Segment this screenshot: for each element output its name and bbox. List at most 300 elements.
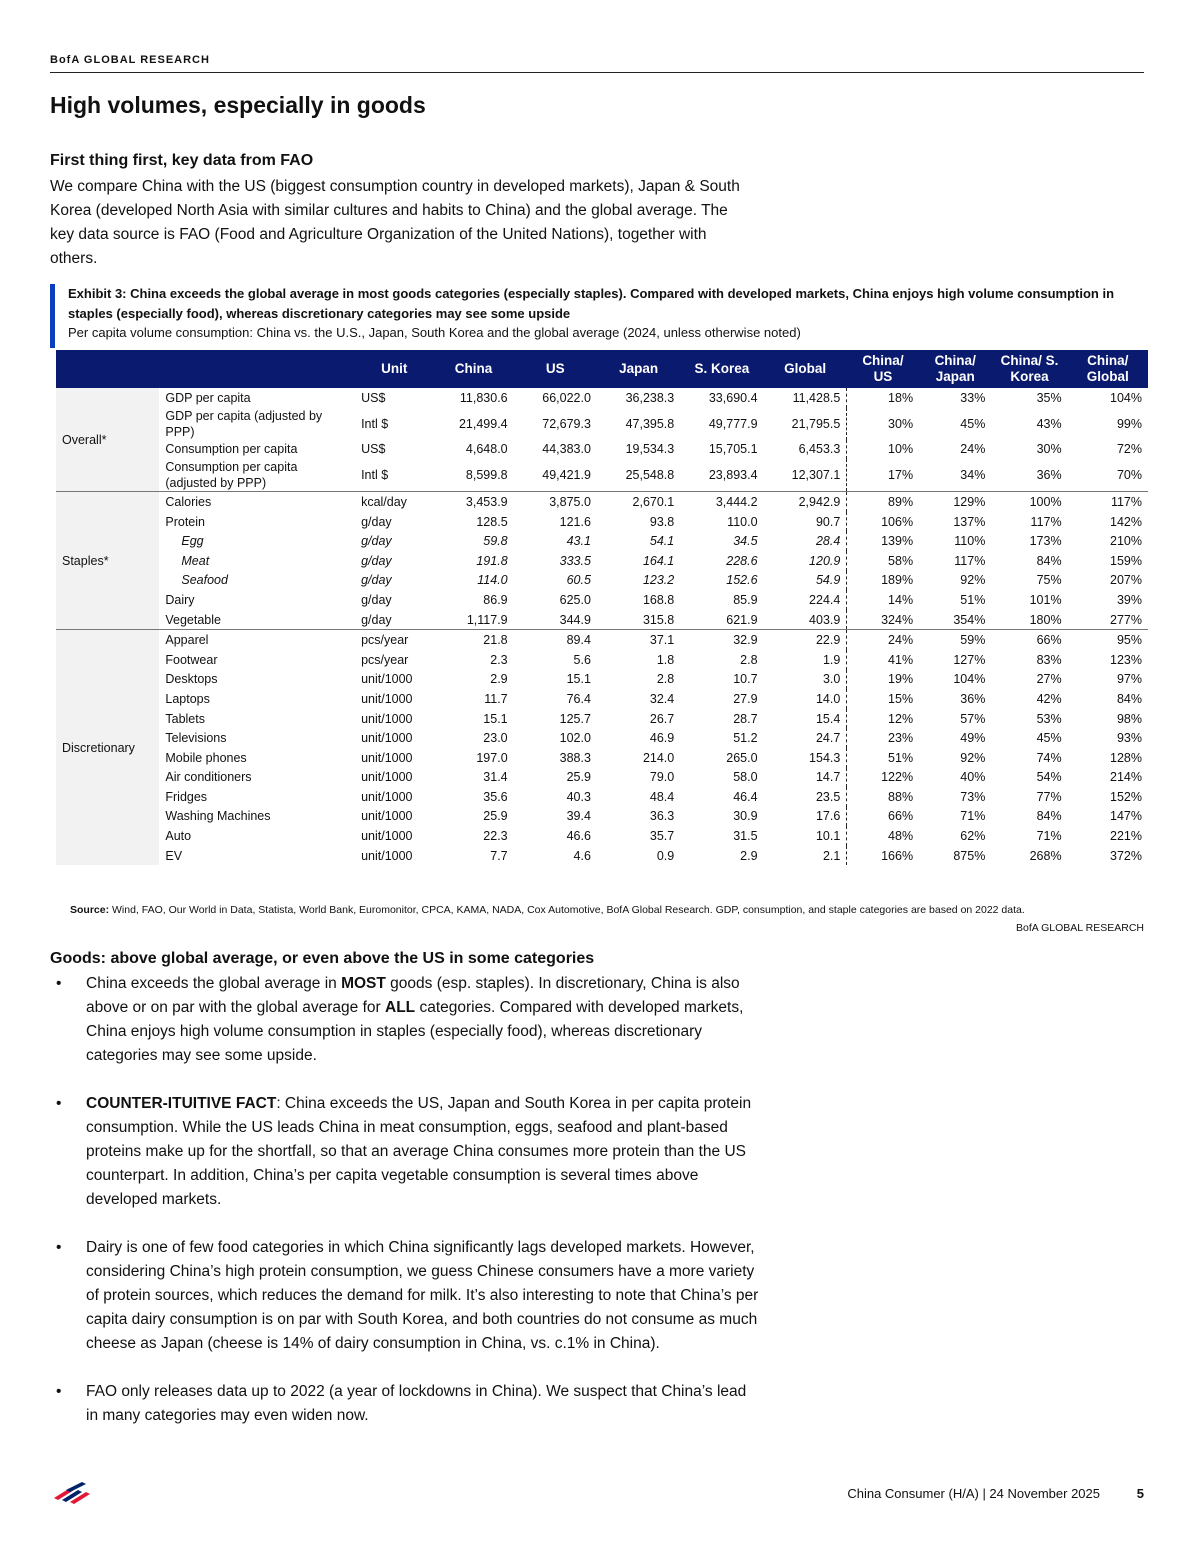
table-cell: 207% <box>1068 571 1148 591</box>
column-header <box>56 350 159 388</box>
table-cell: 22.9 <box>764 630 847 650</box>
table-cell: 228.6 <box>680 551 763 571</box>
table-cell: 32.4 <box>597 689 680 709</box>
table-cell: 122% <box>847 768 919 788</box>
table-cell: 104% <box>1068 388 1148 408</box>
table-cell: 221% <box>1068 826 1148 846</box>
table-cell: 180% <box>991 610 1067 630</box>
table-cell: 4.6 <box>514 846 597 866</box>
table-cell: 3.0 <box>764 670 847 690</box>
column-header: China <box>433 350 513 388</box>
table-cell: 315.8 <box>597 610 680 630</box>
row-item: Protein <box>159 512 355 532</box>
page-header <box>50 52 1144 73</box>
row-item: Apparel <box>159 630 355 650</box>
table-cell: 35.7 <box>597 826 680 846</box>
row-item: Laptops <box>159 689 355 709</box>
table-cell: 106% <box>847 512 919 532</box>
page-number: 5 <box>1136 1486 1144 1501</box>
table-cell: 277% <box>1068 610 1148 630</box>
table-cell: 98% <box>1068 709 1148 729</box>
exhibit-subtitle: Per capita volume consumption: China vs. the U.S., Japan, South Korea and the global average (2024, unless otherwise noted) <box>68 325 801 340</box>
table-cell: 46.6 <box>514 826 597 846</box>
table-cell: 2.8 <box>680 650 763 670</box>
exhibit-accent-bar <box>50 284 55 348</box>
row-unit: unit/1000 <box>355 748 433 768</box>
table-cell: 28.4 <box>764 531 847 551</box>
row-item: Dairy <box>159 590 355 610</box>
row-unit: unit/1000 <box>355 689 433 709</box>
bullet-text: goods (esp. staples). In discretionary, China is also above or on par with the global average for <box>86 975 740 1016</box>
table-cell: 7.7 <box>433 846 513 866</box>
table-row <box>56 551 1148 571</box>
bullet-emphasis: COUNTER-ITUITIVE FACT <box>86 1095 277 1112</box>
table-cell: 40.3 <box>514 787 597 807</box>
row-unit: Intl $ <box>355 459 433 492</box>
table-cell: 152.6 <box>680 571 763 591</box>
bullet-item <box>50 1236 760 1356</box>
table-cell: 12,307.1 <box>764 459 847 492</box>
table-cell: 35% <box>991 388 1067 408</box>
table-cell: 39% <box>1068 590 1148 610</box>
bullet-text: categories. Compared with developed markets, China enjoys high volume consumption in staples (especially food), whereas discretionary categories may see some upside. <box>86 999 744 1064</box>
table-cell: 99% <box>1068 408 1148 440</box>
table-row <box>56 787 1148 807</box>
column-header: Global <box>764 350 847 388</box>
table-cell: 86.9 <box>433 590 513 610</box>
row-unit: unit/1000 <box>355 826 433 846</box>
table-cell: 14% <box>847 590 919 610</box>
source-note <box>70 904 1025 916</box>
table-cell: 11.7 <box>433 689 513 709</box>
table-cell: 18% <box>847 388 919 408</box>
table-cell: 100% <box>991 492 1067 512</box>
table-cell: 120.9 <box>764 551 847 571</box>
table-cell: 388.3 <box>514 748 597 768</box>
table-cell: 76.4 <box>514 689 597 709</box>
table-cell: 83% <box>991 650 1067 670</box>
table-cell: 344.9 <box>514 610 597 630</box>
table-cell: 625.0 <box>514 590 597 610</box>
table-cell: 123% <box>1068 650 1148 670</box>
table-cell: 19% <box>847 670 919 690</box>
table-cell: 1.8 <box>597 650 680 670</box>
table-cell: 17% <box>847 459 919 492</box>
table-row <box>56 459 1148 492</box>
row-item: Televisions <box>159 728 355 748</box>
row-item: Air conditioners <box>159 768 355 788</box>
table-cell: 1.9 <box>764 650 847 670</box>
bullet-text: FAO only releases data up to 2022 (a year of lockdowns in China). We suspect that China’s lead in many categories may even widen now. <box>86 1383 747 1424</box>
table-cell: 34.5 <box>680 531 763 551</box>
table-row <box>56 512 1148 532</box>
table-cell: 51% <box>919 590 991 610</box>
table-cell: 147% <box>1068 807 1148 827</box>
table-cell: 10.1 <box>764 826 847 846</box>
table-cell: 49,777.9 <box>680 408 763 440</box>
table-cell: 49,421.9 <box>514 459 597 492</box>
table-cell: 372% <box>1068 846 1148 866</box>
table-cell: 142% <box>1068 512 1148 532</box>
table-cell: 23.5 <box>764 787 847 807</box>
table-cell: 93% <box>1068 728 1148 748</box>
row-unit: pcs/year <box>355 650 433 670</box>
table-cell: 31.4 <box>433 768 513 788</box>
table-row <box>56 630 1148 650</box>
table-cell: 214.0 <box>597 748 680 768</box>
table-cell: 51% <box>847 748 919 768</box>
table-cell: 59.8 <box>433 531 513 551</box>
table-cell: 19,534.3 <box>597 440 680 460</box>
table-cell: 66% <box>847 807 919 827</box>
table-row <box>56 492 1148 512</box>
table-cell: 15.1 <box>433 709 513 729</box>
table-cell: 31.5 <box>680 826 763 846</box>
row-item: Calories <box>159 492 355 512</box>
table-cell: 0.9 <box>597 846 680 866</box>
table-cell: 62% <box>919 826 991 846</box>
table-cell: 71% <box>919 807 991 827</box>
bullet-list <box>50 972 760 1452</box>
row-unit: g/day <box>355 512 433 532</box>
row-item: Washing Machines <box>159 807 355 827</box>
table-cell: 129% <box>919 492 991 512</box>
row-unit: unit/1000 <box>355 846 433 866</box>
column-header: Unit <box>355 350 433 388</box>
table-row <box>56 826 1148 846</box>
bullet-item <box>50 1380 760 1428</box>
table-cell: 268% <box>991 846 1067 866</box>
bullet-text: : China exceeds the US, Japan and South Korea in per capita protein consumption. While the US leads China in meat consumption, eggs, seafood and plant-based proteins make up for the shortfall, so that an average China consumes more protein than the US counterpart. In addition, China’s per capita vegetable consumption is several times above developed markets. <box>86 1095 752 1208</box>
row-unit: unit/1000 <box>355 670 433 690</box>
table-cell: 128.5 <box>433 512 513 532</box>
table-cell: 191.8 <box>433 551 513 571</box>
table-cell: 22.3 <box>433 826 513 846</box>
table-row <box>56 689 1148 709</box>
table-cell: 43.1 <box>514 531 597 551</box>
table-cell: 2,942.9 <box>764 492 847 512</box>
column-header: China/ US <box>847 350 919 388</box>
table-cell: 92% <box>919 748 991 768</box>
table-cell: 117% <box>1068 492 1148 512</box>
table-cell: 21,795.5 <box>764 408 847 440</box>
table-cell: 30% <box>847 408 919 440</box>
table-row <box>56 768 1148 788</box>
table-cell: 4,648.0 <box>433 440 513 460</box>
row-unit: US$ <box>355 440 433 460</box>
table-cell: 166% <box>847 846 919 866</box>
table-cell: 84% <box>991 807 1067 827</box>
bullet-item <box>50 972 760 1068</box>
table-cell: 154.3 <box>764 748 847 768</box>
table-cell: 2.1 <box>764 846 847 866</box>
column-header: US <box>514 350 597 388</box>
header-brand: BofA GLOBAL RESEARCH <box>50 54 210 66</box>
table-cell: 8,599.8 <box>433 459 513 492</box>
table-cell: 23,893.4 <box>680 459 763 492</box>
table-cell: 66,022.0 <box>514 388 597 408</box>
table-cell: 875% <box>919 846 991 866</box>
table-cell: 15,705.1 <box>680 440 763 460</box>
section-heading-fao: First thing first, key data from FAO <box>50 152 314 169</box>
table-cell: 15.1 <box>514 670 597 690</box>
table-cell: 73% <box>919 787 991 807</box>
table-cell: 46.4 <box>680 787 763 807</box>
table-cell: 101% <box>991 590 1067 610</box>
row-unit: US$ <box>355 388 433 408</box>
table-cell: 75% <box>991 571 1067 591</box>
row-unit: g/day <box>355 610 433 630</box>
table-cell: 36% <box>919 689 991 709</box>
table-cell: 59% <box>919 630 991 650</box>
table-cell: 40% <box>919 768 991 788</box>
row-item: Seafood <box>159 571 355 591</box>
table-cell: 403.9 <box>764 610 847 630</box>
table-cell: 137% <box>919 512 991 532</box>
row-unit: unit/1000 <box>355 807 433 827</box>
table-cell: 27% <box>991 670 1067 690</box>
table-cell: 10.7 <box>680 670 763 690</box>
table-cell: 11,830.6 <box>433 388 513 408</box>
table-cell: 74% <box>991 748 1067 768</box>
table-cell: 110.0 <box>680 512 763 532</box>
table-row <box>56 650 1148 670</box>
table-cell: 43% <box>991 408 1067 440</box>
table-cell: 128% <box>1068 748 1148 768</box>
table-cell: 66% <box>991 630 1067 650</box>
table-cell: 24.7 <box>764 728 847 748</box>
table-cell: 72,679.3 <box>514 408 597 440</box>
table-cell: 53% <box>991 709 1067 729</box>
column-header: China/ Japan <box>919 350 991 388</box>
table-row <box>56 408 1148 440</box>
table-cell: 44,383.0 <box>514 440 597 460</box>
row-item: Footwear <box>159 650 355 670</box>
table-cell: 48% <box>847 826 919 846</box>
table-cell: 104% <box>919 670 991 690</box>
table-cell: 621.9 <box>680 610 763 630</box>
table-cell: 35.6 <box>433 787 513 807</box>
table-row <box>56 440 1148 460</box>
table-cell: 23.0 <box>433 728 513 748</box>
table-cell: 152% <box>1068 787 1148 807</box>
table-cell: 2.8 <box>597 670 680 690</box>
table-cell: 15% <box>847 689 919 709</box>
table-cell: 36.3 <box>597 807 680 827</box>
row-item: GDP per capita (adjusted by PPP) <box>159 408 355 440</box>
table-cell: 36% <box>991 459 1067 492</box>
row-item: Fridges <box>159 787 355 807</box>
table-row <box>56 670 1148 690</box>
table-cell: 58.0 <box>680 768 763 788</box>
table-cell: 72% <box>1068 440 1148 460</box>
row-unit: unit/1000 <box>355 709 433 729</box>
row-item: Mobile phones <box>159 748 355 768</box>
table-cell: 39.4 <box>514 807 597 827</box>
table-cell: 10% <box>847 440 919 460</box>
table-cell: 127% <box>919 650 991 670</box>
row-item: Consumption per capita <box>159 440 355 460</box>
table-cell: 24% <box>919 440 991 460</box>
table-cell: 92% <box>919 571 991 591</box>
table-cell: 36,238.3 <box>597 388 680 408</box>
table-cell: 12% <box>847 709 919 729</box>
table-cell: 214% <box>1068 768 1148 788</box>
table-cell: 89.4 <box>514 630 597 650</box>
source-label: Source: <box>70 904 110 916</box>
table-cell: 34% <box>919 459 991 492</box>
table-row <box>56 709 1148 729</box>
row-unit: g/day <box>355 531 433 551</box>
table-cell: 48.4 <box>597 787 680 807</box>
page-footer <box>50 1478 1144 1508</box>
source-text: Wind, FAO, Our World in Data, Statista, World Bank, Euromonitor, CPCA, KAMA, NADA, Cox Automotive, BofA Global Research. GDP, consumption, and staple categories are based on 2022 data. <box>109 904 1025 916</box>
table-cell: 30.9 <box>680 807 763 827</box>
table-cell: 354% <box>919 610 991 630</box>
table-cell: 33% <box>919 388 991 408</box>
table-cell: 123.2 <box>597 571 680 591</box>
table-cell: 3,453.9 <box>433 492 513 512</box>
row-item: Consumption per capita (adjusted by PPP) <box>159 459 355 492</box>
table-cell: 168.8 <box>597 590 680 610</box>
group-label: Overall* <box>56 388 159 492</box>
table-cell: 41% <box>847 650 919 670</box>
bofa-flag-logo-icon <box>50 1482 96 1504</box>
group-label: Staples* <box>56 492 159 630</box>
table-cell: 139% <box>847 531 919 551</box>
table-cell: 159% <box>1068 551 1148 571</box>
table-cell: 25,548.8 <box>597 459 680 492</box>
row-unit: unit/1000 <box>355 728 433 748</box>
table-cell: 84% <box>991 551 1067 571</box>
bullet-text: Dairy is one of few food categories in which China significantly lags developed markets. However, considering China’s high protein consumption, we guess Chinese consumers have a more variety of protein sources, which reduces the demand for milk. It’s also interesting to note that China’s per capita dairy consumption is on par with South Korea, and both countries do not consume as much cheese as Japan (cheese is 14% of dairy consumption in China, vs. c.1% in China). <box>86 1239 759 1352</box>
table-cell: 189% <box>847 571 919 591</box>
table-cell: 2.3 <box>433 650 513 670</box>
table-cell: 125.7 <box>514 709 597 729</box>
table-cell: 85.9 <box>680 590 763 610</box>
table-cell: 25.9 <box>433 807 513 827</box>
table-cell: 173% <box>991 531 1067 551</box>
table-cell: 45% <box>991 728 1067 748</box>
table-cell: 54.1 <box>597 531 680 551</box>
table-cell: 210% <box>1068 531 1148 551</box>
row-unit: unit/1000 <box>355 768 433 788</box>
bullet-emphasis: MOST <box>341 975 386 992</box>
row-item: Vegetable <box>159 610 355 630</box>
row-unit: g/day <box>355 571 433 591</box>
column-header: China/ Global <box>1068 350 1148 388</box>
bullet-emphasis: ALL <box>385 999 416 1016</box>
table-row <box>56 846 1148 866</box>
table-row <box>56 388 1148 408</box>
table-cell: 333.5 <box>514 551 597 571</box>
table-cell: 26.7 <box>597 709 680 729</box>
exhibit-brand: BofA GLOBAL RESEARCH <box>1016 922 1144 934</box>
table-cell: 224.4 <box>764 590 847 610</box>
exhibit-title: Exhibit 3: China exceeds the global average in most goods categories (especially staples). Compared with developed markets, China enjoys high volume consumption in staples (especially food), whereas discretionary categories may see some upside <box>68 286 1115 321</box>
table-cell: 58% <box>847 551 919 571</box>
table-cell: 97% <box>1068 670 1148 690</box>
exhibit-caption <box>50 284 1144 342</box>
table-cell: 70% <box>1068 459 1148 492</box>
table-row <box>56 531 1148 551</box>
table-cell: 84% <box>1068 689 1148 709</box>
table-cell: 79.0 <box>597 768 680 788</box>
table-cell: 15.4 <box>764 709 847 729</box>
table-cell: 21,499.4 <box>433 408 513 440</box>
table-cell: 54.9 <box>764 571 847 591</box>
table-cell: 88% <box>847 787 919 807</box>
table-cell: 2.9 <box>680 846 763 866</box>
table-cell: 197.0 <box>433 748 513 768</box>
group-label: Discretionary <box>56 630 159 866</box>
table-row <box>56 748 1148 768</box>
table-cell: 6,453.3 <box>764 440 847 460</box>
table-cell: 60.5 <box>514 571 597 591</box>
row-unit: kcal/day <box>355 492 433 512</box>
table-cell: 27.9 <box>680 689 763 709</box>
table-cell: 49% <box>919 728 991 748</box>
table-cell: 121.6 <box>514 512 597 532</box>
table-cell: 117% <box>991 512 1067 532</box>
table-cell: 114.0 <box>433 571 513 591</box>
column-header: China/ S. Korea <box>991 350 1067 388</box>
table-cell: 21.8 <box>433 630 513 650</box>
row-item: EV <box>159 846 355 866</box>
table-cell: 51.2 <box>680 728 763 748</box>
bullet-text: China exceeds the global average in <box>86 975 342 992</box>
row-item: Tablets <box>159 709 355 729</box>
table-cell: 265.0 <box>680 748 763 768</box>
table-cell: 25.9 <box>514 768 597 788</box>
table-cell: 14.7 <box>764 768 847 788</box>
table-header-row <box>56 350 1148 388</box>
table-cell: 17.6 <box>764 807 847 827</box>
table-cell: 93.8 <box>597 512 680 532</box>
table-cell: 14.0 <box>764 689 847 709</box>
table-cell: 45% <box>919 408 991 440</box>
table-cell: 71% <box>991 826 1067 846</box>
column-header: Japan <box>597 350 680 388</box>
consumption-table <box>56 350 1148 865</box>
table-cell: 110% <box>919 531 991 551</box>
table-cell: 89% <box>847 492 919 512</box>
table-cell: 46.9 <box>597 728 680 748</box>
column-header <box>159 350 355 388</box>
row-unit: g/day <box>355 590 433 610</box>
table-cell: 2.9 <box>433 670 513 690</box>
footer-text: China Consumer (H/A) | 24 November 2025 <box>847 1486 1100 1501</box>
row-unit: Intl $ <box>355 408 433 440</box>
table-cell: 32.9 <box>680 630 763 650</box>
row-item: Desktops <box>159 670 355 690</box>
table-cell: 47,395.8 <box>597 408 680 440</box>
table-row <box>56 610 1148 630</box>
table-row <box>56 590 1148 610</box>
table-cell: 90.7 <box>764 512 847 532</box>
table-cell: 164.1 <box>597 551 680 571</box>
row-item: GDP per capita <box>159 388 355 408</box>
table-cell: 324% <box>847 610 919 630</box>
table-cell: 77% <box>991 787 1067 807</box>
row-unit: unit/1000 <box>355 787 433 807</box>
table-cell: 95% <box>1068 630 1148 650</box>
table-row <box>56 571 1148 591</box>
table-cell: 117% <box>919 551 991 571</box>
row-item: Auto <box>159 826 355 846</box>
table-cell: 30% <box>991 440 1067 460</box>
table-cell: 2,670.1 <box>597 492 680 512</box>
